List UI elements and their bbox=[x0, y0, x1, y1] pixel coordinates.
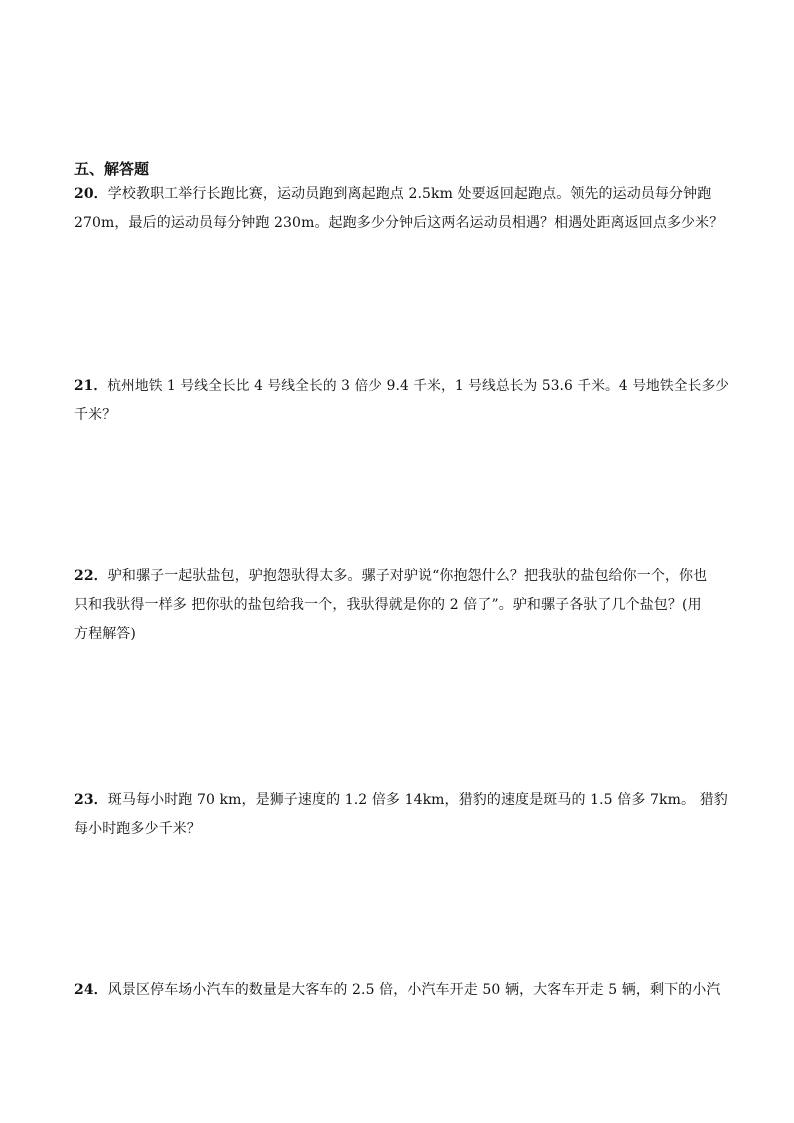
question-text: 学校教职工举行长跑比赛，运动员跑到离起跑点 2.5km 处要返回起跑点。领先的运动员每分钟跑 bbox=[107, 186, 712, 202]
question-number: 23． bbox=[74, 792, 108, 808]
question-text: 驴和骡子一起驮盐包，驴抱怨驮得太多。骡子对驴说“你抱怨什么？把我驮的盐包给你一个，你也 bbox=[107, 568, 708, 584]
question-line: 只和我驮得一样多 把你驮的盐包给我一个，我驮得就是你的 2 倍了”。驴和骡子各驮了几个盐包？(用 bbox=[74, 597, 702, 613]
question-number: 24． bbox=[74, 982, 108, 998]
question-text: 斑马每小时跑 70 km，是狮子速度的 1.2 倍多 14km，猎豹的速度是斑马的 1.5 倍多 7km。 猎豹 bbox=[107, 792, 728, 808]
question-24 bbox=[74, 976, 734, 1005]
question-21 bbox=[74, 372, 734, 430]
question-line bbox=[74, 372, 734, 401]
question-number: 21． bbox=[74, 378, 108, 394]
question-text: 杭州地铁 1 号线全长比 4 号线全长的 3 倍少 9.4 千米，1 号线总长为 53.6 千米。4 号地铁全长多少 bbox=[107, 378, 730, 394]
question-20 bbox=[74, 158, 734, 238]
question-line bbox=[74, 976, 734, 1005]
question-line: 270m，最后的运动员每分钟跑 230m。起跑多少分钟后这两名运动员相遇？相遇处距离返回点多少米？ bbox=[74, 215, 724, 231]
question-line: 每小时跑多少千米？ bbox=[74, 821, 201, 837]
question-23 bbox=[74, 786, 734, 844]
question-number: 22． bbox=[74, 568, 108, 584]
question-text: 风景区停车场小汽车的数量是大客车的 2.5 倍，小汽车开走 50 辆，大客车开走 5 辆，剩下的小汽 bbox=[107, 982, 721, 998]
question-22 bbox=[74, 562, 734, 649]
question-line: 千米？ bbox=[74, 407, 117, 423]
question-line bbox=[74, 786, 734, 815]
question-line bbox=[74, 562, 734, 591]
question-line bbox=[74, 180, 734, 209]
section-title: 五、解答题 bbox=[74, 160, 150, 178]
question-line: 方程解答) bbox=[74, 626, 136, 642]
question-number: 20． bbox=[74, 186, 108, 202]
